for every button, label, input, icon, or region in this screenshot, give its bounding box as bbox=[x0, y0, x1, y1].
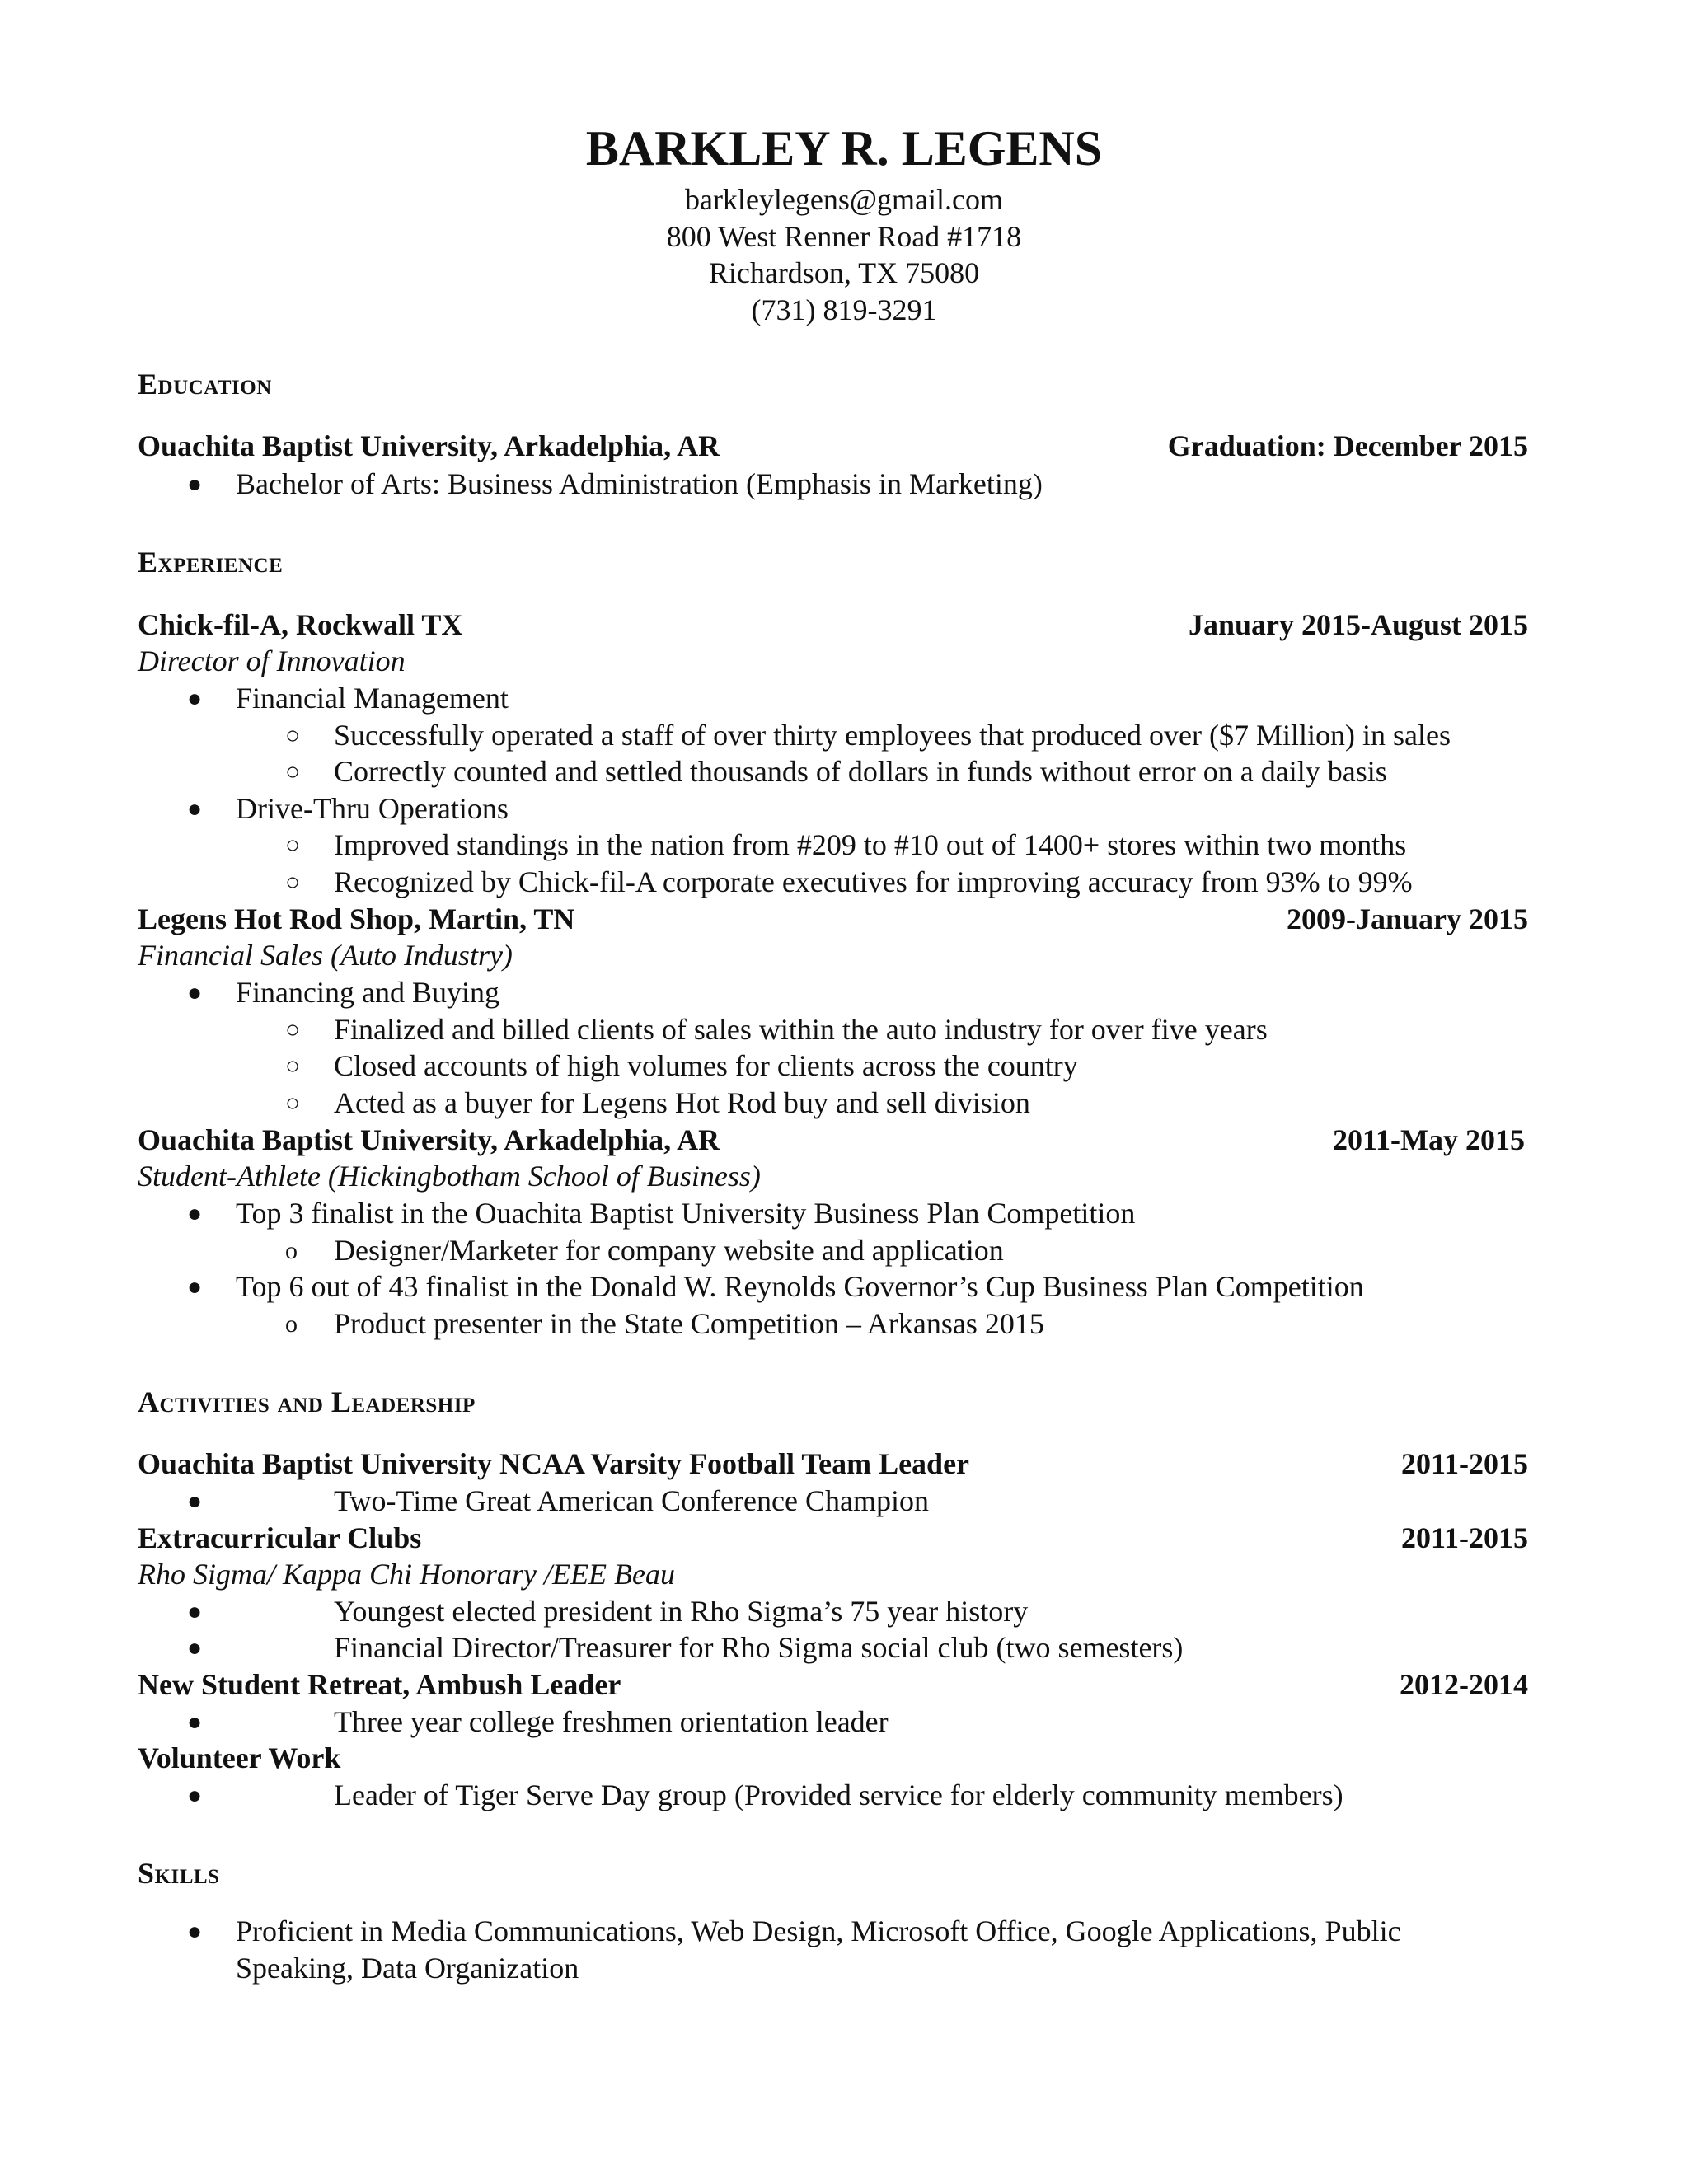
circle-bullet-icon: ○ bbox=[285, 758, 301, 785]
job-role: Director of Innovation bbox=[138, 644, 406, 677]
activity-bullet: Three year college freshmen orientation leader bbox=[334, 1705, 889, 1738]
activity-date: 2012-2014 bbox=[1400, 1668, 1528, 1701]
activity-org: New Student Retreat, Ambush Leader bbox=[138, 1668, 621, 1701]
bullet-icon: ● bbox=[187, 471, 203, 498]
circle-bullet-icon: ○ bbox=[285, 1052, 301, 1080]
job-sub-item: Designer/Marketer for company website and application bbox=[334, 1234, 1004, 1267]
bullet-icon: ● bbox=[187, 979, 203, 1006]
job-item-label: Top 3 finalist in the Ouachita Baptist University Business Plan Competition bbox=[236, 1197, 1136, 1230]
bullet-icon: ● bbox=[187, 1200, 203, 1227]
education-location: , Arkadelphia, AR bbox=[490, 429, 720, 462]
job-sub-item: Product presenter in the State Competition – Arkansas 2015 bbox=[334, 1307, 1044, 1340]
job-sub-item: Recognized by Chick-fil-A corporate executives for improving accuracy from 93% to 99% bbox=[334, 865, 1413, 898]
bullet-icon: ● bbox=[187, 1598, 203, 1625]
education-date: Graduation: December 2015 bbox=[1167, 429, 1528, 462]
skills-line: Speaking, Data Organization bbox=[236, 1952, 579, 1985]
job-sub-item: Closed accounts of high volumes for clients across the country bbox=[334, 1049, 1078, 1082]
street-address: 800 West Renner Road #1718 bbox=[666, 219, 1022, 253]
job-item-label: Top 6 out of 43 finalist in the Donald W. Reynolds Governor’s Cup Business Plan Competition bbox=[236, 1270, 1364, 1303]
education-degree: Bachelor of Arts: Business Administration (Emphasis in Marketing) bbox=[236, 467, 1043, 500]
activity-date: 2011-2015 bbox=[1400, 1521, 1528, 1554]
bullet-icon: ● bbox=[187, 1782, 203, 1809]
job-org: Ouachita Baptist University, Arkadelphia, AR bbox=[138, 1123, 720, 1156]
activity-bullet: Youngest elected president in Rho Sigma’s 75 year history bbox=[334, 1595, 1029, 1628]
job-item-label: Financing and Buying bbox=[236, 976, 499, 1009]
education-heading: Education bbox=[138, 368, 272, 401]
education-school: Ouachita Baptist University bbox=[138, 429, 491, 462]
job-org: Chick-fil-A, Rockwall TX bbox=[138, 608, 463, 641]
job-sub-item: Successfully operated a staff of over thirty employees that produced over ($7 Million) in sales bbox=[334, 719, 1451, 752]
bullet-icon: ● bbox=[187, 1918, 203, 1945]
job-sub-item: Acted as a buyer for Legens Hot Rod buy and sell division bbox=[334, 1086, 1030, 1119]
circle-bullet-icon: ○ bbox=[285, 1090, 301, 1117]
bullet-icon: ● bbox=[187, 1273, 203, 1301]
bullet-icon: ● bbox=[187, 795, 203, 823]
circle-bullet-icon: ○ bbox=[285, 722, 301, 749]
job-date: January 2015-August 2015 bbox=[1188, 608, 1528, 641]
phone-number: (731) 819-3291 bbox=[751, 293, 937, 326]
job-item-label: Drive-Thru Operations bbox=[236, 792, 509, 825]
bullet-icon: ● bbox=[187, 1708, 203, 1736]
activity-sub: Rho Sigma/ Kappa Chi Honorary /EEE Beau bbox=[138, 1558, 675, 1591]
job-date: 2011-May 2015 bbox=[1333, 1123, 1525, 1156]
skills-heading: Skills bbox=[138, 1857, 220, 1890]
education-school-line bbox=[138, 429, 720, 463]
activity-org: Extracurricular Clubs bbox=[138, 1521, 422, 1554]
bullet-icon: ● bbox=[187, 1634, 203, 1661]
job-date: 2009-January 2015 bbox=[1286, 902, 1528, 935]
candidate-name: BARKLEY R. LEGENS bbox=[585, 121, 1103, 176]
circle-bullet-icon: ○ bbox=[285, 832, 301, 859]
activity-date: 2011-2015 bbox=[1400, 1447, 1528, 1480]
job-item-label: Financial Management bbox=[236, 682, 509, 715]
city-address: Richardson, TX 75080 bbox=[708, 256, 980, 289]
bullet-icon: ● bbox=[187, 685, 203, 712]
activity-bullet: Leader of Tiger Serve Day group (Provided service for elderly community members) bbox=[334, 1779, 1343, 1811]
activity-org: Ouachita Baptist University NCAA Varsity Football Team Leader bbox=[138, 1447, 970, 1480]
job-sub-item: Improved standings in the nation from #209 to #10 out of 1400+ stores within two months bbox=[334, 828, 1407, 861]
o-bullet-icon: o bbox=[285, 1310, 298, 1338]
resume-header bbox=[0, 115, 1688, 328]
activity-org: Volunteer Work bbox=[138, 1741, 341, 1774]
bullet-icon: ● bbox=[187, 1488, 203, 1515]
job-org: Legens Hot Rod Shop, Martin, TN bbox=[138, 902, 575, 935]
circle-bullet-icon: ○ bbox=[285, 869, 301, 896]
circle-bullet-icon: ○ bbox=[285, 1016, 301, 1043]
job-sub-item: Finalized and billed clients of sales within the auto industry for over five years bbox=[334, 1013, 1268, 1046]
o-bullet-icon: o bbox=[285, 1237, 298, 1264]
activities-heading: Activities and Leadership bbox=[138, 1385, 476, 1418]
email-text: barkleylegens@gmail.com bbox=[684, 183, 1004, 216]
job-role: Financial Sales (Auto Industry) bbox=[138, 939, 513, 972]
job-sub-item: Correctly counted and settled thousands of dollars in funds without error on a daily basis bbox=[334, 755, 1387, 788]
job-role: Student-Athlete (Hickingbotham School of Business) bbox=[138, 1160, 761, 1193]
experience-heading: Experience bbox=[138, 546, 284, 579]
activity-bullet: Two-Time Great American Conference Champion bbox=[334, 1484, 929, 1517]
activity-bullet: Financial Director/Treasurer for Rho Sigma social club (two semesters) bbox=[334, 1631, 1184, 1664]
skills-line: Proficient in Media Communications, Web Design, Microsoft Office, Google Applications, Public bbox=[236, 1915, 1401, 1947]
